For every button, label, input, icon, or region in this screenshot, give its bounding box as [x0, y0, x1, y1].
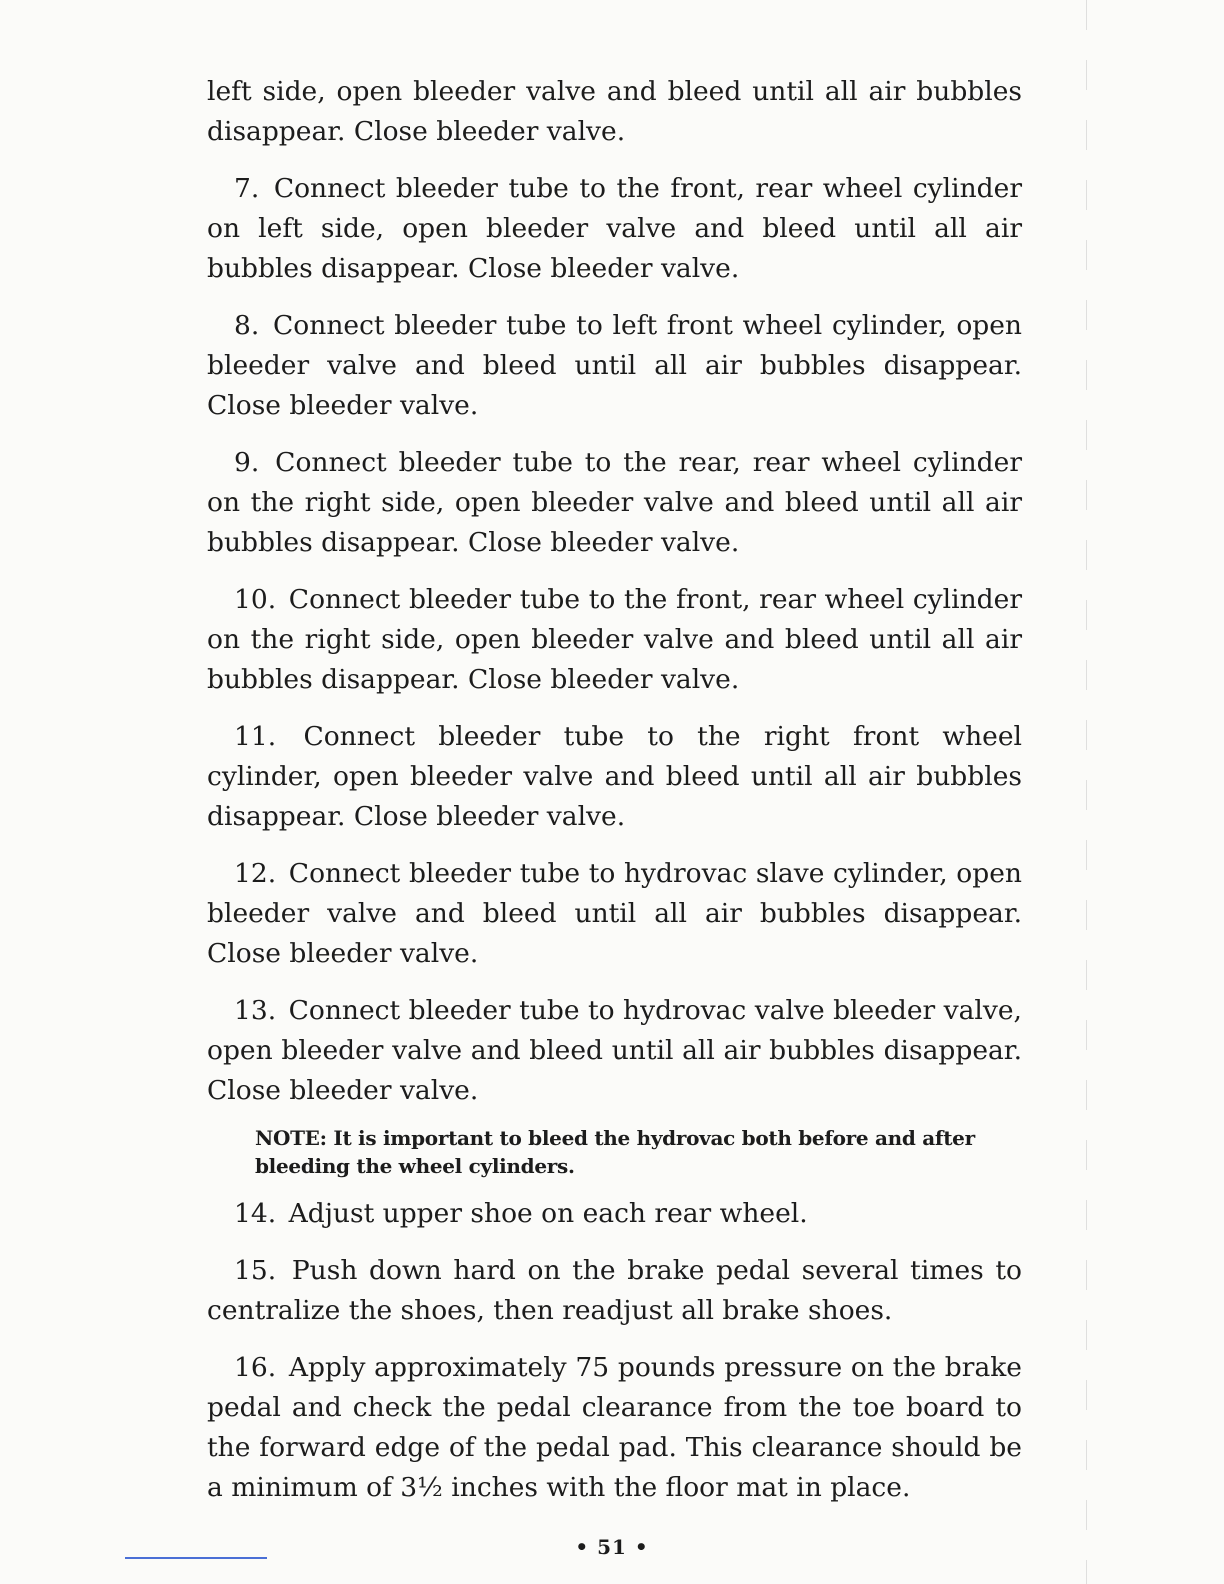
- step-number: 10.: [234, 584, 277, 615]
- step-text: Connect bleeder tube to hydrovac valve bleeder valve, open bleeder valve and bleed until all air bubbles disappear. Close bleeder valve.: [207, 995, 1022, 1106]
- step-text: Push down hard on the brake pedal several times to centralize the shoes, then readjust all brake shoes.: [207, 1255, 1022, 1326]
- step-12: [207, 854, 1022, 974]
- step-number: 13.: [234, 995, 277, 1026]
- step-text: Adjust upper shoe on each rear wheel.: [288, 1198, 808, 1229]
- note-block: [255, 1124, 995, 1180]
- step-text: Connect bleeder tube to the front, rear wheel cylinder on the right side, open bleeder valve and bleed until all air bubbles disappear. Close bleeder valve.: [207, 584, 1022, 695]
- step-8: [207, 306, 1022, 426]
- paragraph-continued: [207, 72, 1022, 152]
- paragraph-text: left side, open bleeder valve and bleed until all air bubbles disappear. Close bleeder valve.: [207, 76, 1022, 147]
- step-number: 16.: [234, 1352, 277, 1383]
- step-number: 15.: [234, 1255, 277, 1286]
- step-text: Connect bleeder tube to the rear, rear wheel cylinder on the right side, open bleeder valve and bleed until all air bubbles disappear. Close bleeder valve.: [207, 447, 1022, 558]
- step-number: 9.: [234, 447, 260, 478]
- step-number: 14.: [234, 1198, 277, 1229]
- step-16: [207, 1348, 1022, 1508]
- note-text: It is important to bleed the hydrovac both before and after bleeding the wheel cylinders.: [255, 1126, 975, 1178]
- step-text: Connect bleeder tube to hydrovac slave cylinder, open bleeder valve and bleed until all air bubbles disappear. Close bleeder valve.: [207, 858, 1022, 969]
- note-label: NOTE:: [255, 1126, 327, 1150]
- step-13: [207, 991, 1022, 1111]
- step-number: 7.: [234, 173, 260, 204]
- step-text: Connect bleeder tube to left front wheel cylinder, open bleeder valve and bleed until all air bubbles disappear. Close bleeder valve.: [207, 310, 1022, 421]
- step-text: Connect bleeder tube to the right front wheel cylinder, open bleeder valve and bleed until all air bubbles disappear. Close bleeder valve.: [207, 721, 1022, 832]
- step-10: [207, 580, 1022, 700]
- step-14: [207, 1194, 1022, 1234]
- step-9: [207, 443, 1022, 563]
- step-11: [207, 717, 1022, 837]
- step-number: 8.: [234, 310, 260, 341]
- step-text: Apply approximately 75 pounds pressure on the brake pedal and check the pedal clearance from the toe board to the forward edge of the pedal pad. This clearance should be a minimum of 3½ inches with the floor mat in place.: [207, 1352, 1022, 1503]
- step-15: [207, 1251, 1022, 1331]
- step-7: [207, 169, 1022, 289]
- page-number: • 51 •: [575, 1535, 649, 1559]
- step-number: 11.: [234, 721, 277, 752]
- step-number: 12.: [234, 858, 277, 889]
- text-column: [207, 72, 1022, 1525]
- page-edge-shadow: [1086, 0, 1087, 1584]
- step-text: Connect bleeder tube to the front, rear wheel cylinder on left side, open bleeder valve and bleed until all air bubbles disappear. Close bleeder valve.: [207, 173, 1022, 284]
